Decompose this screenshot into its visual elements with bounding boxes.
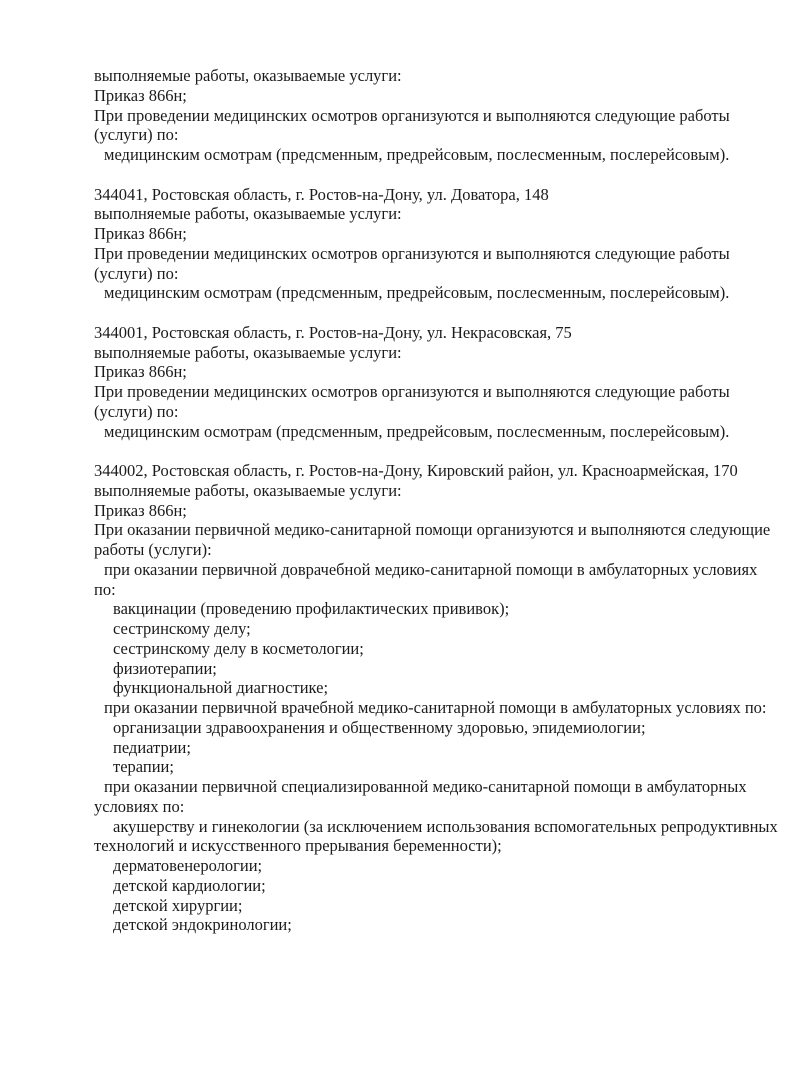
text-line: (услуги) по: [94,125,179,145]
text-line: выполняемые работы, оказываемые услуги: [94,66,402,85]
text-line: терапии; [113,757,174,777]
text-line: детской хирургии; [113,895,243,915]
text-line: Приказ 866н; [94,224,187,243]
text-line: Приказ 866н; [94,85,187,105]
text-line: выполняемые работы, оказываемые услуги: [94,204,402,224]
document-body [94,66,784,955]
address-line: 344041, Ростовская область, г. Ростов-на-Дону, ул. Доватора, 148 [94,184,549,204]
text-line: по: [94,579,116,599]
text-line: (услуги) по: [94,401,179,421]
text-line: работы (услуги): [94,540,212,559]
text-line: вакцинации (проведению профилактических прививок); [113,599,510,619]
text-line: дерматовенерологии; [113,856,263,875]
text-line: При проведении медицинских осмотров организуются и выполняются следующие работы [94,382,730,401]
text-line: детской кардиологии; [113,875,266,895]
text-line: технологий и искусственного прерывания беременности); [94,836,502,856]
text-line: медицинским осмотрам (предсменным, предрейсовым, послесменным, послерейсовым). [104,145,730,164]
text-line: сестринскому делу; [113,619,251,638]
text-line: (услуги) по: [94,263,179,283]
text-line: сестринскому делу в косметологии; [113,638,364,658]
text-line: При проведении медицинских осмотров организуются и выполняются следующие работы [94,243,730,263]
paragraph-block [94,185,784,304]
paragraph-block [94,323,784,442]
text-line: педиатрии; [113,737,191,757]
paragraph-block [94,461,784,935]
text-line: при оказании первичной доврачебной медико-санитарной помощи в амбулаторных условиях [104,559,758,579]
text-line: функциональной диагностике; [113,678,329,698]
text-line: выполняемые работы, оказываемые услуги: [94,480,402,500]
text-line: акушерству и гинекологии (за исключением использования вспомогательных репродуктивных [113,816,778,836]
text-line: организации здравоохранения и общественному здоровью, эпидемиологии; [113,717,646,737]
text-line: выполняемые работы, оказываемые услуги: [94,342,402,362]
text-line: медицинским осмотрам (предсменным, предрейсовым, послесменным, послерейсовым). [104,283,730,303]
text-line: медицинским осмотрам (предсменным, предрейсовым, послесменным, послерейсовым). [104,421,730,441]
text-line: детской эндокринологии; [113,915,292,935]
text-line: При проведении медицинских осмотров организуются и выполняются следующие работы [94,105,730,125]
text-line: при оказании первичной специализированной медико-санитарной помощи в амбулаторных [104,777,747,796]
text-line: При оказании первичной медико-санитарной помощи организуются и выполняются следующие [94,520,771,540]
address-line: 344002, Ростовская область, г. Ростов-на-Дону, Кировский район, ул. Красноармейская, 170 [94,461,738,480]
text-line: Приказ 866н; [94,362,187,382]
text-line: условиях по: [94,796,185,816]
text-line: Приказ 866н; [94,500,187,520]
paragraph-block [94,66,784,165]
text-line: при оказании первичной врачебной медико-санитарной помощи в амбулаторных условиях по: [104,698,767,717]
text-line: физиотерапии; [113,658,217,678]
address-line: 344001, Ростовская область, г. Ростов-на-Дону, ул. Некрасовская, 75 [94,322,572,342]
